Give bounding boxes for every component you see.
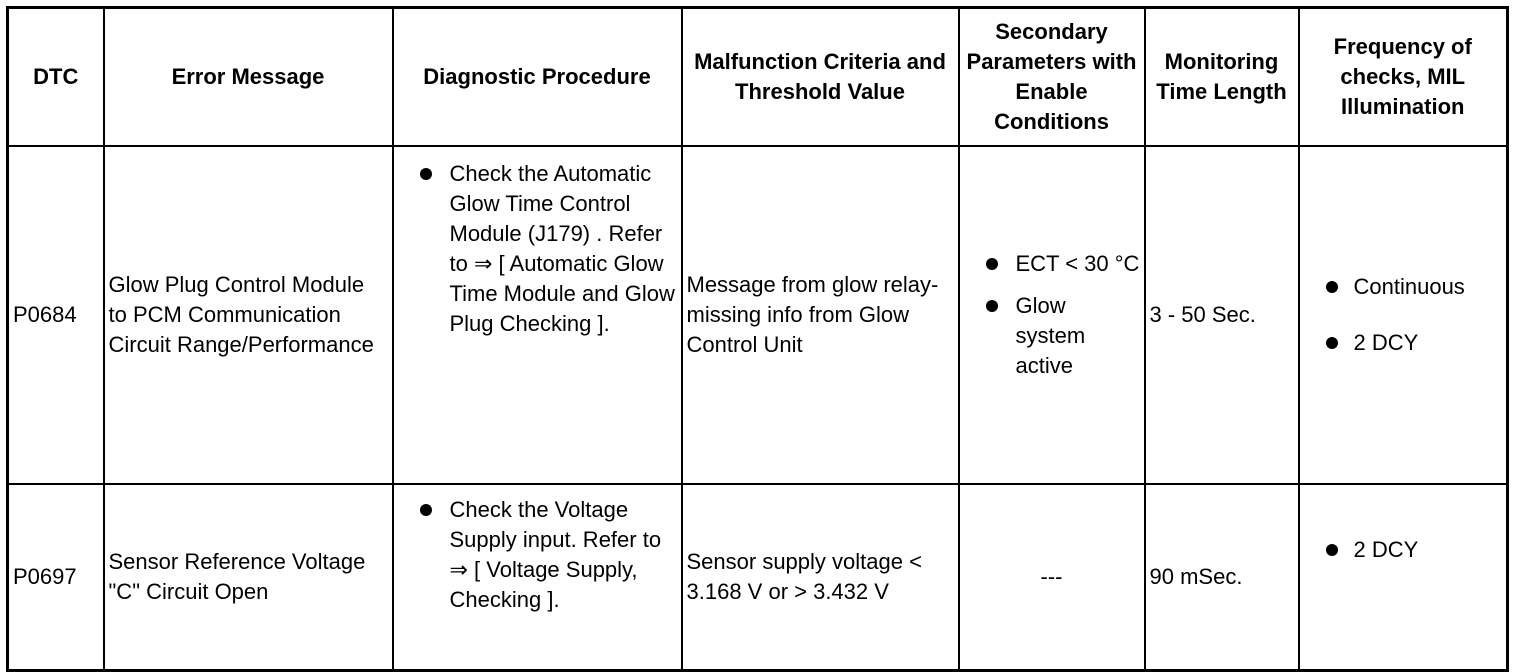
parameter-text: Glow system active: [1015, 293, 1086, 378]
cell-secondary-parameters: [959, 146, 1145, 484]
bullet-icon: [1326, 544, 1338, 556]
dtc-table: [6, 6, 1509, 672]
header-malfunction-criteria: Malfunction Criteria and Threshold Value: [682, 8, 959, 147]
header-dtc: DTC: [8, 8, 104, 147]
cell-malfunction-criteria: Message from glow relay- missing info from Glow Control Unit: [682, 146, 959, 484]
cell-secondary-parameters: ---: [959, 484, 1145, 670]
cell-diagnostic-procedure: [393, 146, 682, 484]
cell-frequency: [1299, 146, 1508, 484]
cell-frequency: [1299, 484, 1508, 670]
bullet-icon: [1326, 281, 1338, 293]
cell-malfunction-criteria: Sensor supply voltage < 3.168 V or > 3.432 V: [682, 484, 959, 670]
list-item: [398, 495, 677, 615]
cell-monitoring-time: 3 - 50 Sec.: [1145, 146, 1299, 484]
bullet-icon: [420, 168, 432, 180]
dtc-table-container: [6, 6, 1506, 662]
list-item: [964, 291, 1140, 381]
procedure-text: Check the Voltage Supply input. Refer to ⇒ [ Voltage Supply, Checking ].: [449, 497, 662, 612]
cell-dtc: P0697: [8, 484, 104, 670]
header-error-message: Error Message: [104, 8, 393, 147]
frequency-text: 2 DCY: [1353, 537, 1419, 562]
list-item: [398, 159, 677, 339]
cell-monitoring-time: 90 mSec.: [1145, 484, 1299, 670]
table-row: [8, 484, 1508, 670]
cell-error-message: Glow Plug Control Module to PCM Communication Circuit Range/Performance: [104, 146, 393, 484]
table-header-row: [8, 8, 1508, 147]
list-item: [1304, 328, 1503, 358]
bullet-icon: [986, 258, 998, 270]
list-item: [1304, 535, 1503, 565]
header-diagnostic-procedure: Diagnostic Procedure: [393, 8, 682, 147]
header-secondary-parameters: Secondary Parameters with Enable Conditions: [959, 8, 1145, 147]
bullet-icon: [1326, 337, 1338, 349]
procedure-text: Check the Automatic Glow Time Control Module (J179) . Refer to ⇒ [ Automatic Glow Time Module and Glow Plug Checking ].: [449, 161, 675, 336]
bullet-icon: [420, 504, 432, 516]
list-item: [964, 249, 1140, 279]
cell-diagnostic-procedure: [393, 484, 682, 670]
frequency-text: 2 DCY: [1353, 330, 1419, 355]
bullet-icon: [986, 300, 998, 312]
frequency-text: Continuous: [1353, 274, 1465, 299]
table-row: [8, 146, 1508, 484]
header-frequency: Frequency of checks, MIL Illumination: [1299, 8, 1508, 147]
cell-dtc: P0684: [8, 146, 104, 484]
header-monitoring-time: Monitoring Time Length: [1145, 8, 1299, 147]
cell-error-message: Sensor Reference Voltage "C" Circuit Open: [104, 484, 393, 670]
parameter-text: ECT < 30 °C: [1015, 251, 1140, 276]
list-item: [1304, 272, 1503, 302]
